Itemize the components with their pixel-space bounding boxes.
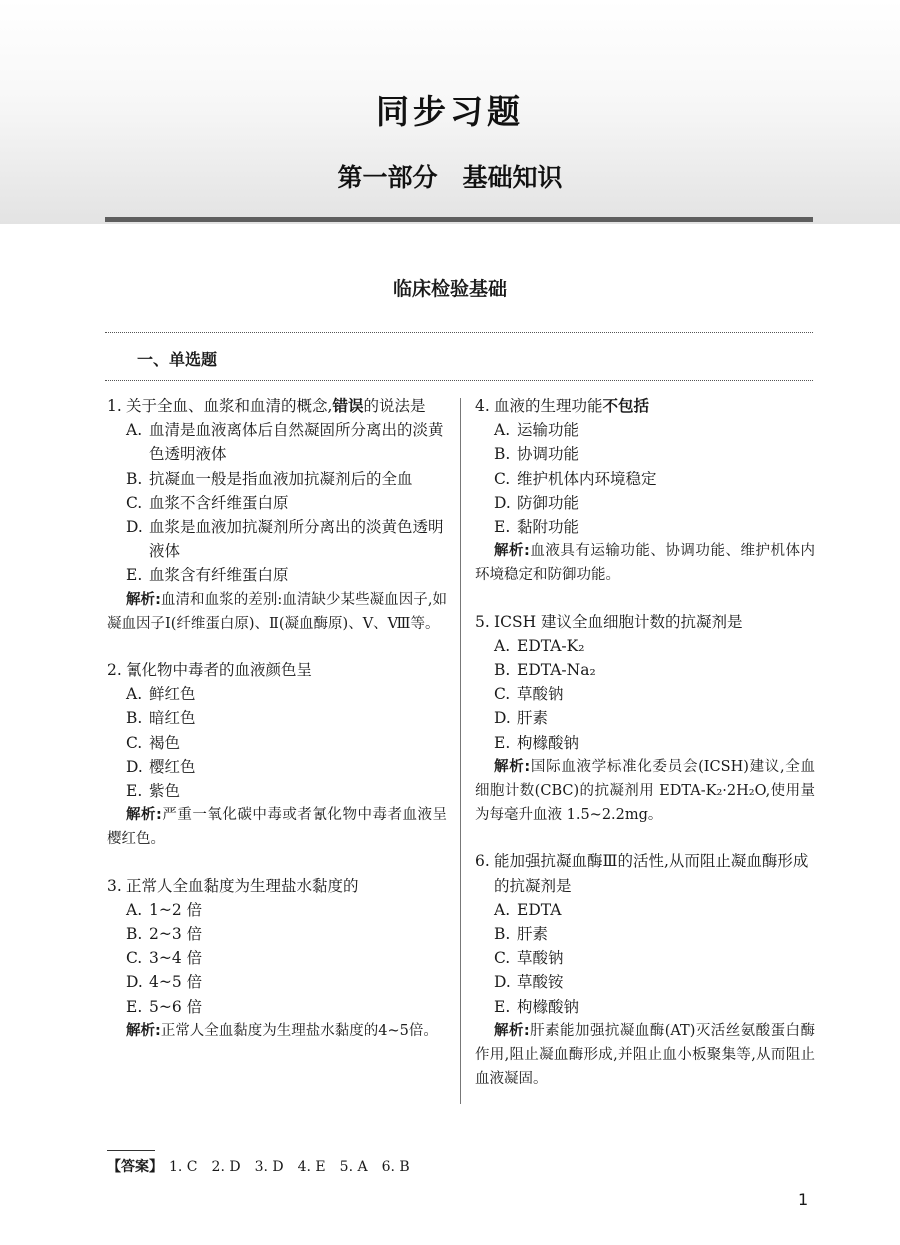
page-title: 同步习题 [376,92,524,131]
question-emphasis: 错误 [332,397,364,415]
answer-items [169,1159,424,1175]
option-text: 紫色 [149,782,181,801]
option-item [107,898,447,922]
option-letter: A. [126,421,143,440]
option-text: 暗红色 [149,709,196,728]
option-letter: A. [494,421,511,440]
option-letter: C. [494,685,511,704]
option-item [475,682,815,706]
option-item [107,731,447,755]
option-text: 3~4 倍 [149,949,203,968]
analysis-body: 严重一氧化碳中毒或者氰化物中毒者血液呈樱红色。 [107,807,447,848]
option-text: 血浆含有纤维蛋白原 [149,566,289,585]
answer-item: 4. E [297,1159,326,1175]
question-number: 5. [475,612,490,631]
question-item [107,658,447,852]
left-column [107,394,447,1065]
option-item [107,682,447,706]
question-item [107,394,447,636]
option-letter: E. [126,997,143,1016]
analysis-text [475,1019,815,1092]
question-text-main: 能加强抗凝血酶Ⅲ的活性,从而阻止凝血酶形成的抗凝剂是 [494,852,809,895]
analysis-body: 正常人全血黏度为生理盐水黏度的4~5倍。 [160,1022,438,1039]
option-text: 1~2 倍 [149,900,203,919]
option-letter: B. [126,709,143,728]
option-item [475,467,815,491]
question-text-main: 氰化物中毒者的血液颜色呈 [126,661,313,680]
option-item [475,515,815,539]
option-letter: C. [494,469,511,488]
analysis-label: 解析: [126,591,161,608]
option-item [107,779,447,803]
answer-item: 1. C [169,1159,198,1175]
question-text-main: ICSH 建议全血细胞计数的抗凝剂是 [494,612,743,631]
dotted-divider-bottom [105,380,813,381]
option-item [475,706,815,730]
option-text: 协调功能 [517,445,580,464]
analysis-text [107,803,447,851]
option-text: 草酸钠 [517,685,564,704]
option-letter: E. [494,518,511,537]
option-letter: E. [494,733,511,752]
analysis-body: 血液具有运输功能、协调功能、维护机体内环境稳定和防御功能。 [475,543,815,584]
option-text: 枸橼酸钠 [517,733,580,752]
option-letter: A. [494,900,511,919]
right-column [475,394,815,1113]
analysis-text [107,1019,447,1043]
option-text: 抗凝血一般是指血液加抗凝剂后的全血 [149,469,413,488]
option-item [475,491,815,515]
option-item [107,706,447,730]
answer-key-label: 【答案】 [107,1159,163,1175]
option-item [475,970,815,994]
option-item [475,898,815,922]
option-text: 5~6 倍 [149,997,203,1016]
question-text [126,874,447,898]
option-letter: B. [494,925,511,944]
option-text: 枸橼酸钠 [517,997,580,1016]
option-item [107,418,447,466]
option-item [475,922,815,946]
question-text-main: 血液的生理功能 [494,397,603,415]
option-text: 草酸钠 [517,949,564,968]
option-letter: D. [494,709,511,728]
analysis-body: 血清和血浆的差别:血清缺少某些凝血因子,如凝血因子Ⅰ(纤维蛋白原)、Ⅱ(凝血酶原)、Ⅴ、Ⅷ等。 [107,591,447,632]
option-letter: D. [126,518,143,537]
answer-item: 3. D [254,1159,284,1175]
option-text: 血浆不含纤维蛋白原 [149,493,289,512]
option-letter: A. [494,636,511,655]
option-text: 维护机体内环境稳定 [517,469,657,488]
analysis-label: 解析: [494,758,531,775]
option-item [107,946,447,970]
dotted-divider-top [105,332,813,333]
page-number: 1 [798,1190,809,1209]
question-stem [107,874,447,898]
question-number: 6. [475,852,490,871]
section-title: 临床检验基础 [392,278,507,300]
option-item [107,755,447,779]
question-type-heading: 一、单选题 [137,350,218,369]
option-letter: E. [126,566,143,585]
question-text-main: 正常人全血黏度为生理盐水黏度的 [126,876,359,895]
question-text [494,394,815,418]
option-item [107,467,447,491]
option-item [475,418,815,442]
option-text: EDTA-Na₂ [517,661,596,680]
option-letter: D. [494,973,511,992]
answer-item: 5. A [339,1159,368,1175]
option-letter: E. [494,997,511,1016]
option-letter: B. [126,925,143,944]
analysis-label: 解析: [126,1022,161,1039]
option-text: 运输功能 [517,421,580,440]
question-item [107,874,447,1043]
option-text: 血浆是血液加抗凝剂所分离出的淡黄色透明液体 [149,518,444,561]
option-text: 草酸铵 [517,973,564,992]
option-text: 肝素 [517,925,549,944]
option-letter: C. [126,493,143,512]
question-number: 1. [107,397,122,415]
part-title: 第一部分 基础知识 [337,163,563,192]
option-text: EDTA [517,900,562,919]
question-text [494,849,815,897]
footer-rule [107,1150,155,1151]
option-text: 褐色 [149,733,181,752]
header-divider [105,217,813,222]
question-stem [475,394,815,418]
option-letter: B. [494,445,511,464]
answer-item: 6. B [381,1159,410,1175]
option-text: 防御功能 [517,493,580,512]
option-letter: C. [126,949,143,968]
option-letter: A. [126,900,143,919]
answer-key [107,1156,424,1176]
option-text: 4~5 倍 [149,973,203,992]
option-item [107,922,447,946]
answer-item: 2. D [211,1159,241,1175]
option-letter: A. [126,685,143,704]
option-letter: D. [494,493,511,512]
option-item [475,634,815,658]
analysis-label: 解析: [494,543,530,560]
option-item [475,442,815,466]
option-letter: C. [126,733,143,752]
question-item [475,394,815,588]
question-stem [107,658,447,682]
column-divider [460,398,461,1104]
question-number: 3. [107,876,122,895]
analysis-text [475,539,815,587]
option-item [475,995,815,1019]
question-number: 4. [475,397,490,415]
option-letter: D. [126,757,143,776]
question-text-main: 关于全血、血浆和血清的概念, [126,397,333,415]
option-text: 樱红色 [149,757,196,776]
analysis-body: 肝素能加强抗凝血酶(AT)灭活丝氨酸蛋白酶作用,阻止凝血酶形成,并阻止血小板聚集等,从而阻止血液凝固。 [475,1022,815,1088]
option-letter: B. [126,469,143,488]
option-item [107,995,447,1019]
question-text [126,394,447,418]
option-text: EDTA-K₂ [517,636,585,655]
option-letter: C. [494,949,511,968]
question-text [126,658,447,682]
analysis-text [107,588,447,636]
question-item [475,849,815,1091]
option-item [475,946,815,970]
question-text [494,610,815,634]
analysis-body: 国际血液学标准化委员会(ICSH)建议,全血细胞计数(CBC)的抗凝剂用 EDTA-K₂·2H₂O,使用量为每毫升血液 1.5~2.2mg。 [475,758,815,824]
option-item [107,515,447,563]
question-item [475,610,815,828]
option-item [475,731,815,755]
analysis-label: 解析: [126,807,162,824]
option-text: 肝素 [517,709,549,728]
option-letter: B. [494,661,511,680]
question-number: 2. [107,661,122,680]
option-item [107,970,447,994]
option-text: 2~3 倍 [149,925,203,944]
question-emphasis: 不包括 [602,397,650,415]
question-stem [475,610,815,634]
question-text-tail: 的说法是 [363,397,426,415]
option-item [107,563,447,587]
analysis-label: 解析: [494,1022,530,1039]
option-letter: D. [126,973,143,992]
option-text: 鲜红色 [149,685,196,704]
option-item [107,491,447,515]
question-stem [475,849,815,897]
option-letter: E. [126,782,143,801]
option-item [475,658,815,682]
option-text: 血清是血液离体后自然凝固所分离出的淡黄色透明液体 [149,421,444,464]
question-stem [107,394,447,418]
option-text: 黏附功能 [517,518,580,537]
analysis-text [475,755,815,828]
